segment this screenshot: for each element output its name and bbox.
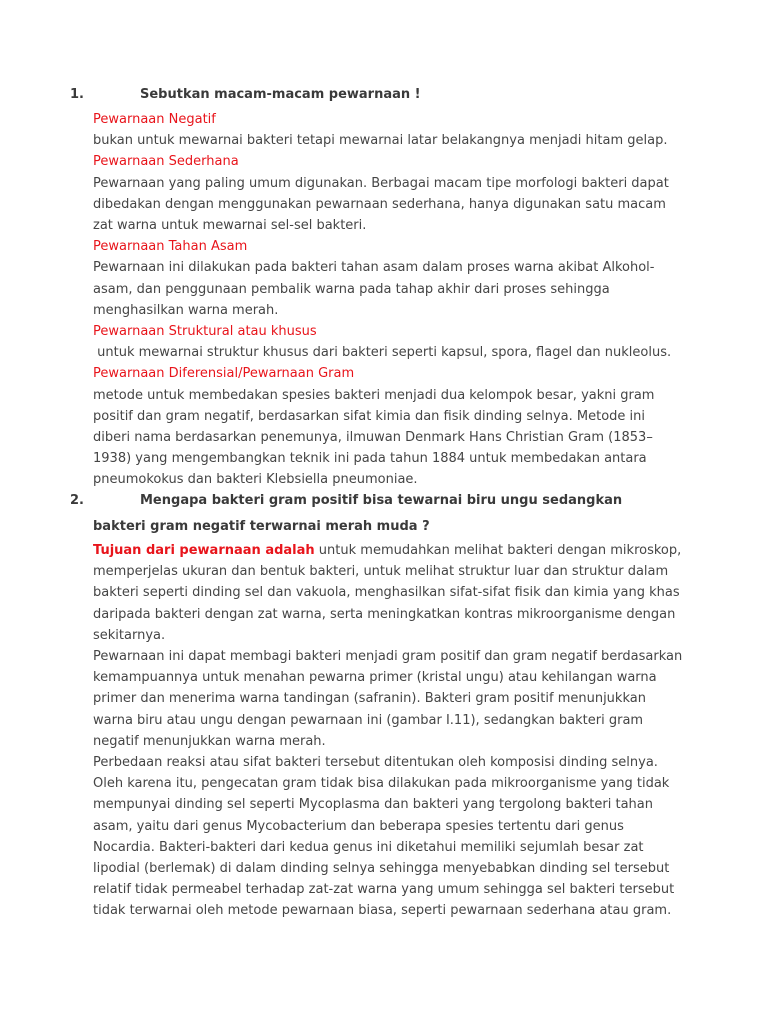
question-2-number: 2. — [70, 493, 84, 508]
answer-2-paragraph-3: Perbedaan reaksi atau sifat bakteri tersebut ditentukan oleh komposisi dinding selnya. Oleh karena itu, pengecatan gram tidak bisa dilakukan pada mikroorganisme yang tidak mempunyai dinding sel seperti Mycoplasma dan bakteri yang tergolong bakteri tahan asam, yaitu dari genus Mycobacterium dan beberapa spesies tertentu dari genus Nocardia. Bakteri-bakteri dari kedua genus ini diketahui memiliki sejumlah besar zat lipodial (berlemak) di dalam dinding selnya sehingga menyebabkan dinding sel tersebut relatif tidak permeabel terhadap zat-zat warna yang umum sehingga sel bakteri tersebut tidak terwarnai oleh metode pewarnaan biasa, seperti pewarnaan sederhana atau gram. — [93, 755, 675, 919]
answer-2-paragraph-2: Pewarnaan ini dapat membagi bakteri menjadi gram positif dan gram negatif berdasarkan kemampuannya untuk menahan pewarna primer (kristal ungu) atau kehilangan warna primer dan menerima warna tandingan (safranin). Bakteri gram positif menunjukkan warna biru atau ungu dengan pewarnaan ini (gambar I.11), sedangkan bakteri gram negatif menunjukkan warna merah. — [93, 649, 683, 749]
section-heading-negatif: Pewarnaan Negatif — [93, 112, 216, 127]
section-body-negatif: bukan untuk mewarnai bakteri tetapi mewarnai latar belakangnya menjadi hitam gelap. — [93, 133, 668, 149]
question-2-line-2: bakteri gram negatif terwarnai merah muda ? — [93, 519, 430, 534]
answer-2 — [93, 540, 683, 922]
section-heading-sederhana: Pewarnaan Sederhana — [93, 154, 239, 170]
section-heading-tahan-asam: Pewarnaan Tahan Asam — [93, 239, 248, 255]
question-1-number: 1. — [70, 87, 84, 102]
section-body-tahan-asam: Pewarnaan ini dilakukan pada bakteri tahan asam dalam proses warna akibat Alkohol-asam, dan penggunaan pembalik warna pada tahap akhir dari proses sehingga menghasilkan warna merah. — [93, 260, 655, 318]
section-body-struktural: untuk mewarnai struktur khusus dari bakteri seperti kapsul, spora, flagel dan nukleolus. — [93, 345, 672, 361]
section-heading-diferensial: Pewarnaan Diferensial/Pewarnaan Gram — [93, 366, 355, 382]
question-1-text: Sebutkan macam-macam pewarnaan ! — [140, 87, 421, 102]
section-heading-struktural: Pewarnaan Struktural atau khusus — [93, 324, 317, 340]
answer-2-paragraph-1 — [93, 540, 683, 646]
answer-2-lead: Tujuan dari pewarnaan adalah — [93, 543, 315, 558]
answer-1-sections — [93, 109, 683, 491]
section-body-diferensial: metode untuk membedakan spesies bakteri menjadi dua kelompok besar, yakni gram positif dan gram negatif, berdasarkan sifat kimia dan fisik dinding selnya. Metode ini diberi nama berdasarkan penemunya, ilmuwan Denmark Hans Christian Gram (1853–1938) yang mengembangkan teknik ini pada tahun 1884 untuk membedakan antara pneumokokus dan bakteri Klebsiella pneumoniae. — [93, 387, 655, 488]
section-body-sederhana: Pewarnaan yang paling umum digunakan. Berbagai macam tipe morfologi bakteri dapat dibedakan dengan menggunakan pewarnaan sederhana, hanya digunakan satu macam zat warna untuk mewarnai sel-sel bakteri. — [93, 175, 669, 234]
question-2-line-1: Mengapa bakteri gram positif bisa tewarnai biru ungu sedangkan — [140, 493, 623, 508]
answer-2-lead-rest: untuk memudahkan melihat bakteri dengan mikroskop, memperjelas ukuran dan bentuk bakteri, untuk melihat struktur luar dan struktur dalam bakteri seperti dinding sel dan vakuola, menghasilkan sifat-sifat fisik dan kimia yang khas daripada bakteri dengan zat warna, serta meningkatkan kontras mikroorganisme dengan sekitarnya. — [93, 543, 682, 643]
question-2-continued — [93, 519, 430, 534]
